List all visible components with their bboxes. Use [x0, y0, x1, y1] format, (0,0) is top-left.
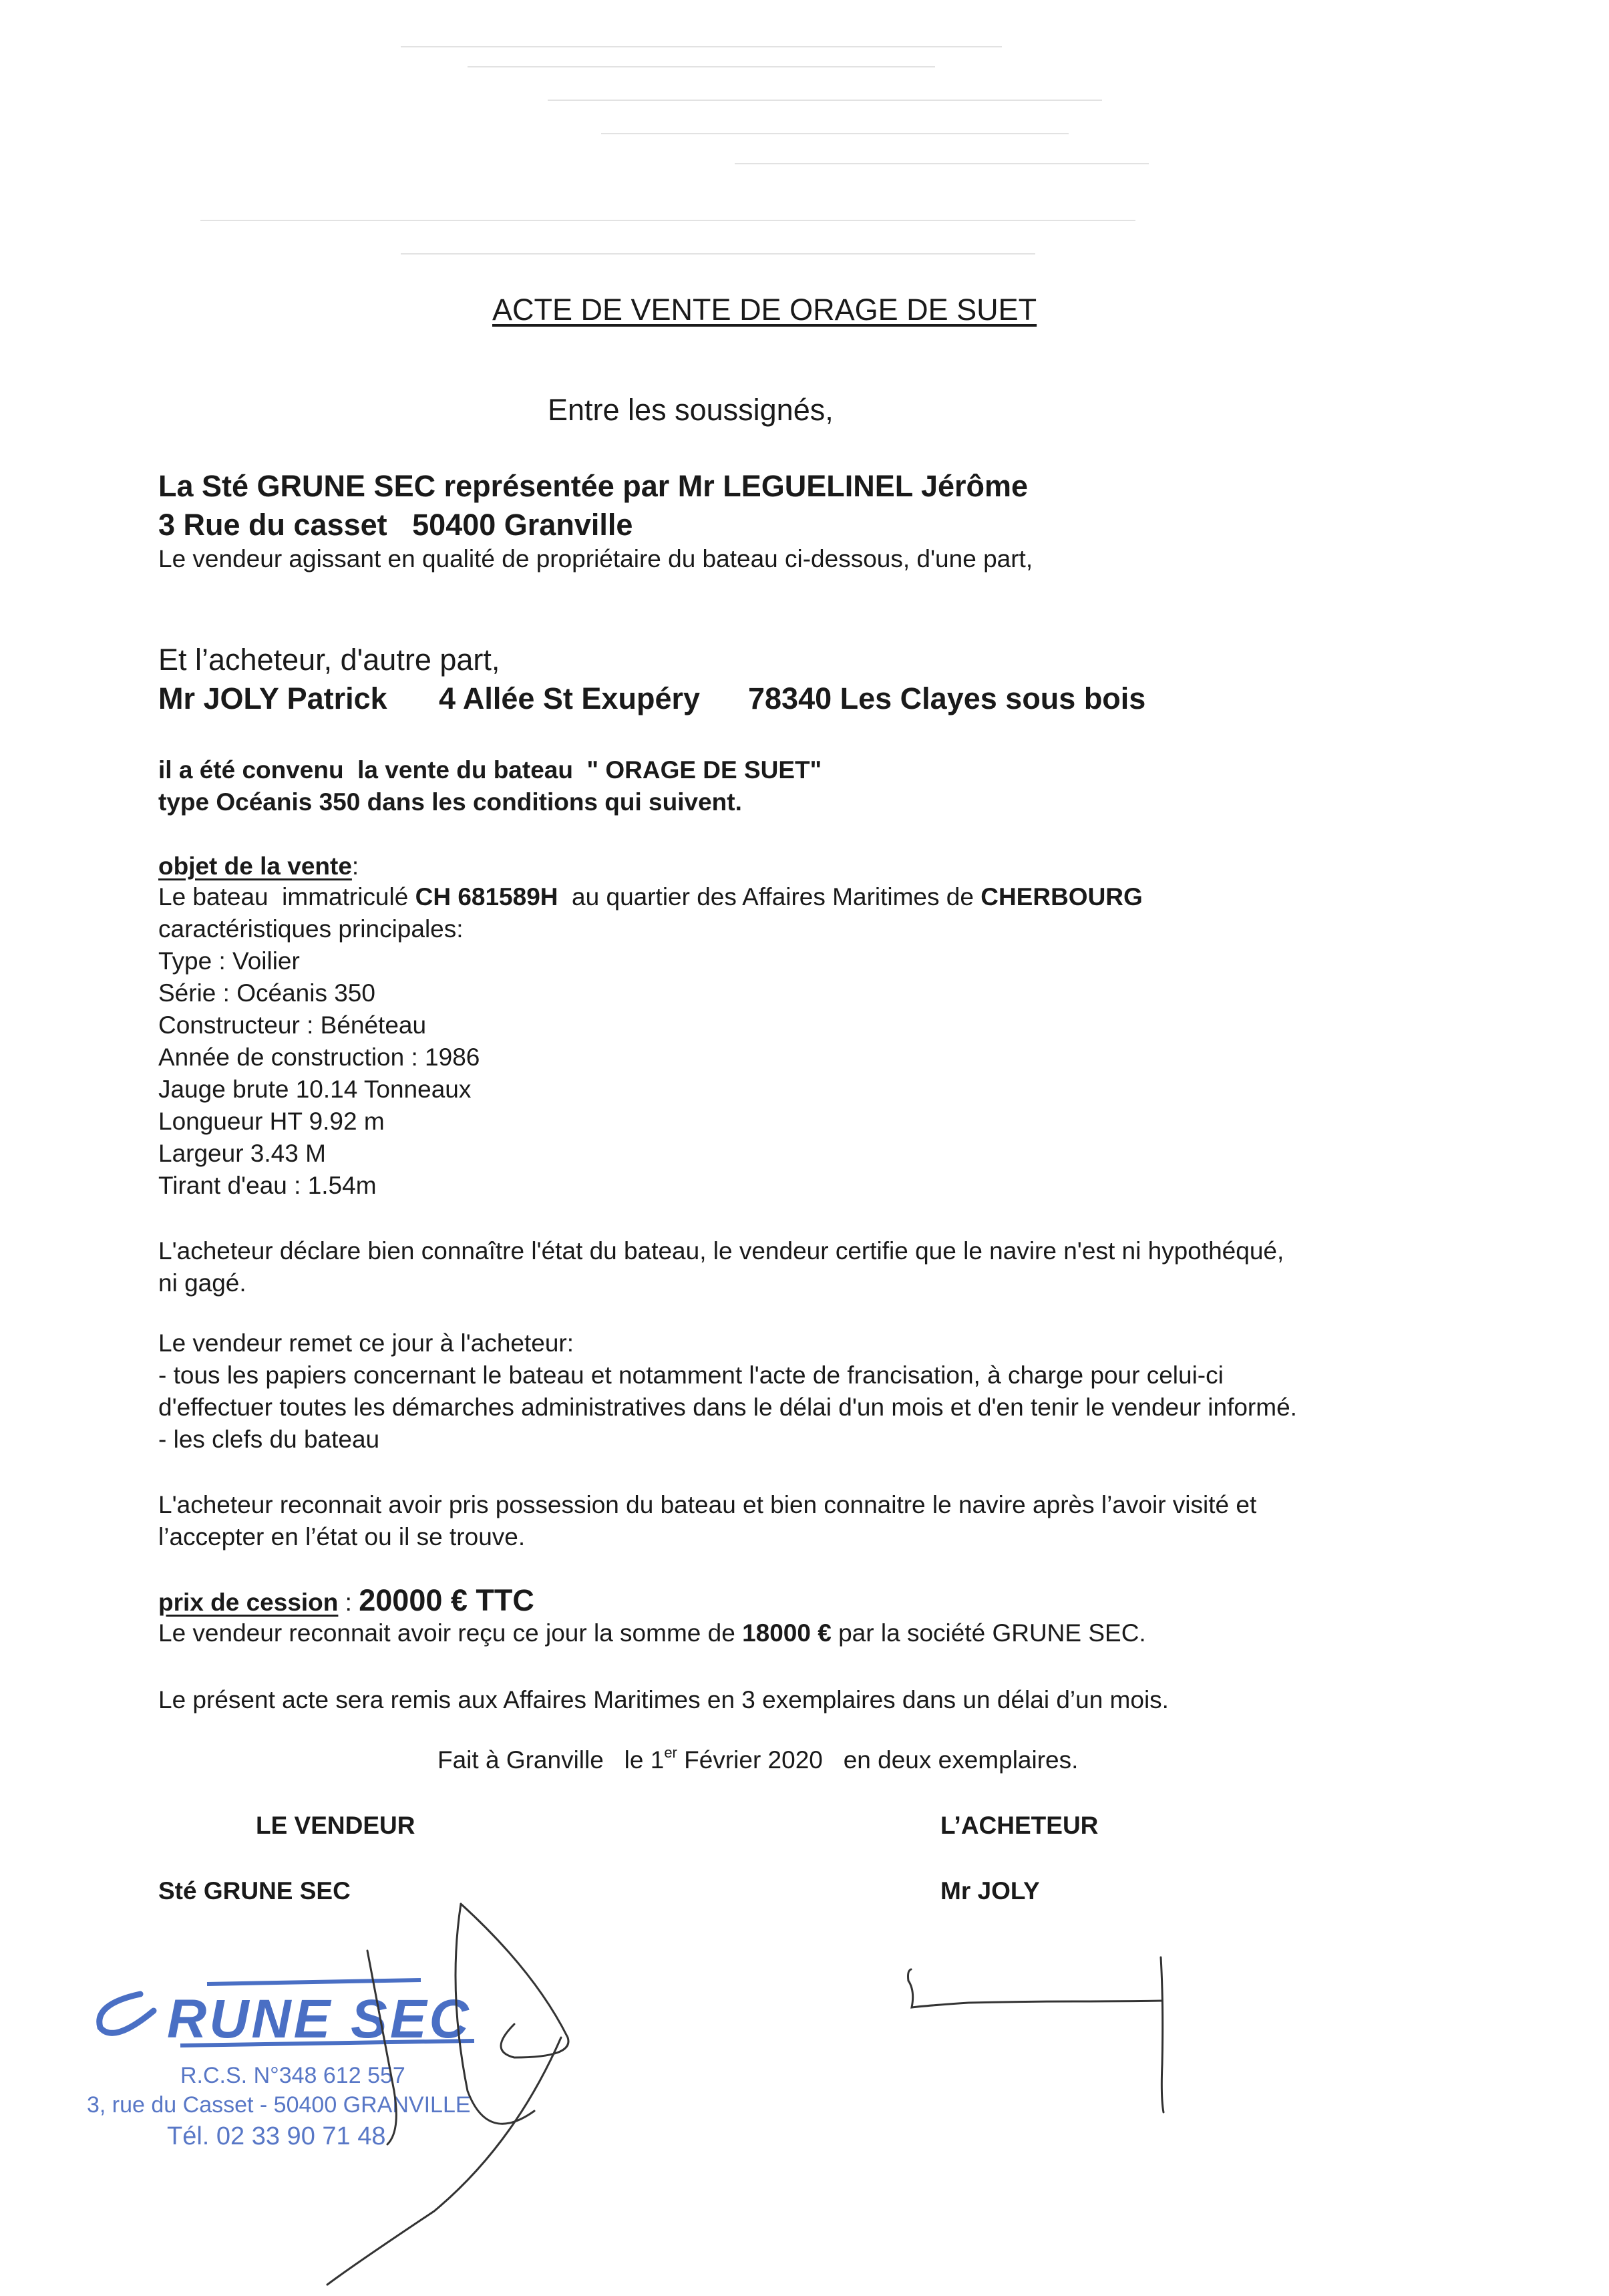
seller-signature-name: Sté GRUNE SEC	[158, 1877, 351, 1905]
seller-address: 3 Rue du casset 50400 Granville	[158, 508, 633, 542]
declaration-line-2: ni gagé.	[158, 1269, 246, 1297]
stamp-logo	[100, 1980, 474, 2049]
characteristic-item: Longueur HT 9.92 m	[158, 1108, 385, 1135]
price-heading: prix de cession	[158, 1589, 339, 1616]
buyer-signature-label: L’ACHETEUR	[940, 1812, 1099, 1839]
stamp-tel: Tél. 02 33 90 71 48	[167, 2122, 386, 2150]
possession-line-2: l’accepter en l’état ou il se trouve.	[158, 1523, 526, 1550]
buyer-signature-name: Mr JOLY	[940, 1877, 1040, 1905]
buyer-city: 78340 Les Clayes sous bois	[748, 681, 1146, 715]
characteristic-item: Type : Voilier	[158, 947, 300, 975]
done-suffix: Février 2020 en deux exemplaires.	[677, 1746, 1079, 1774]
buyer-address: 4 Allée St Exupéry	[439, 681, 701, 715]
intro-text: Entre les soussignés,	[548, 393, 834, 427]
characteristic-item: Largeur 3.43 M	[158, 1140, 326, 1167]
price-line	[158, 1583, 534, 1618]
delivery-line-4: - les clefs du bateau	[158, 1426, 380, 1453]
delivery-line-2: - tous les papiers concernant le bateau et notamment l'acte de francisation, à charge pour celui-ci	[158, 1361, 1224, 1389]
price-amount: 20000 € TTC	[359, 1583, 534, 1617]
stamp-rcs: R.C.S. N°348 612 557	[180, 2063, 405, 2088]
registration-line	[158, 883, 1143, 912]
document-title: ACTE DE VENTE DE ORAGE DE SUET	[492, 293, 1037, 327]
registration-port: CHERBOURG	[980, 883, 1143, 911]
characteristic-item: Tirant d'eau : 1.54m	[158, 1172, 377, 1199]
seller-capacity: Le vendeur agissant en qualité de propriétaire du bateau ci-dessous, d'une part,	[158, 545, 1033, 572]
seller-signature-label: LE VENDEUR	[256, 1812, 415, 1839]
stamp-logo-text: RUNE SEC	[167, 1989, 472, 2049]
scan-noise	[0, 0, 1609, 401]
agreement-line-1: il a été convenu la vente du bateau " ORAGE DE SUET"	[158, 756, 822, 784]
object-heading-label: objet de la vente	[158, 852, 352, 880]
registration-middle: au quartier des Affaires Maritimes de	[558, 883, 981, 911]
delivery-line-3: d'effectuer toutes les démarches administratives dans le délai d'un mois et d'en tenir le vendeur informé.	[158, 1393, 1297, 1421]
company-stamp	[73, 1964, 581, 2184]
characteristic-item: Année de construction : 1986	[158, 1043, 480, 1071]
done-prefix: Fait à Granville le 1	[437, 1746, 665, 1774]
payment-line	[158, 1619, 1146, 1648]
buyer-handwritten-signature	[888, 1944, 1222, 2131]
payment-suffix: par la société GRUNE SEC.	[831, 1619, 1146, 1647]
seller-handwritten-signature	[314, 1891, 581, 2291]
characteristic-item: Jauge brute 10.14 Tonneaux	[158, 1076, 472, 1103]
price-separator: :	[338, 1589, 359, 1616]
characteristics-title: caractéristiques principales:	[158, 915, 464, 943]
copies-line: Le présent acte sera remis aux Affaires Maritimes en 3 exemplaires dans un délai d’un mois.	[158, 1686, 1169, 1713]
buyer-intro: Et l’acheteur, d'autre part,	[158, 643, 500, 677]
buyer-name: Mr JOLY Patrick	[158, 681, 387, 715]
payment-prefix: Le vendeur reconnait avoir reçu ce jour la somme de	[158, 1619, 743, 1647]
object-heading	[158, 852, 359, 881]
payment-amount: 18000 €	[742, 1619, 832, 1647]
done-line	[437, 1746, 1078, 1775]
registration-number: CH 681589H	[415, 883, 558, 911]
delivery-line-1: Le vendeur remet ce jour à l'acheteur:	[158, 1329, 574, 1357]
registration-prefix: Le bateau immatriculé	[158, 883, 415, 911]
agreement-line-2: type Océanis 350 dans les conditions qui suivent.	[158, 788, 742, 816]
object-heading-colon: :	[351, 852, 359, 880]
done-superscript: er	[664, 1744, 677, 1761]
stamp-address: 3, rue du Casset - 50400 GRANVILLE	[87, 2092, 471, 2118]
characteristic-item: Constructeur : Bénéteau	[158, 1011, 427, 1039]
characteristic-item: Série : Océanis 350	[158, 979, 375, 1007]
possession-line-1: L'acheteur reconnait avoir pris possession du bateau et bien connaitre le navire après l’avoir visité et	[158, 1491, 1257, 1518]
seller-line-1: La Sté GRUNE SEC représentée par Mr LEGUELINEL Jérôme	[158, 469, 1029, 503]
declaration-line-1: L'acheteur déclare bien connaître l'état du bateau, le vendeur certifie que le navire n'est ni hypothéqué,	[158, 1237, 1284, 1265]
